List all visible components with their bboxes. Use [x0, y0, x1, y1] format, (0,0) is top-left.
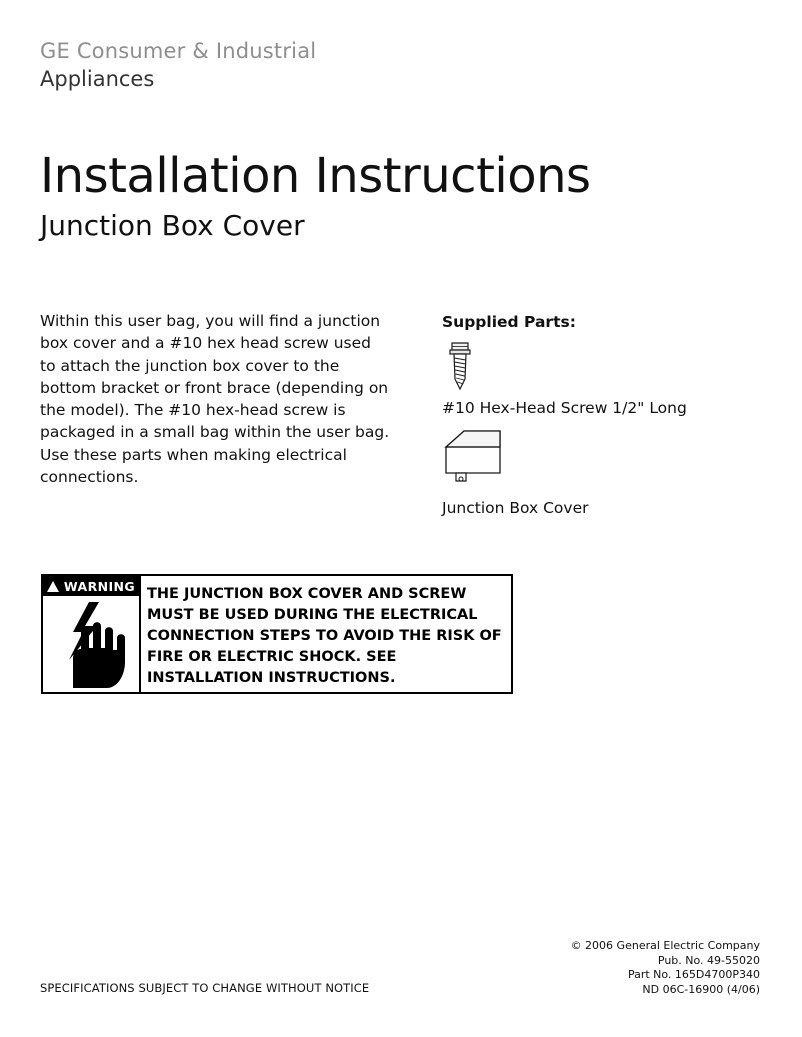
- footer-pub-no: Pub. No. 49-55020: [657, 953, 760, 967]
- warning-box: [41, 574, 513, 694]
- brand-category: Appliances: [40, 67, 155, 91]
- supplied-part-cover-caption: Junction Box Cover: [442, 499, 589, 517]
- supplied-parts-heading: Supplied Parts:: [442, 313, 576, 331]
- screw-illustration: [442, 339, 772, 397]
- supplied-part-screw: [442, 339, 772, 417]
- warning-banner: [43, 576, 139, 596]
- intro-paragraph: Within this user bag, you will find a junction box cover and a #10 hex head screw used to attach the junction box cover to the bottom bracket or front brace (depending on the model). The #10 hex-head screw is packaged in a small bag within the user bag. Use these parts when making electrical connections.: [40, 312, 390, 487]
- warning-hand-area: [43, 596, 139, 692]
- warning-text: THE JUNCTION BOX COVER AND SCREW MUST BE USED DURING THE ELECTRICAL CONNECTION STEPS TO AVOID THE RISK OF FIRE OR ELECTRIC SHOCK. SEE INSTALLATION INSTRUCTIONS.: [147, 586, 502, 686]
- footer-part-no: Part No. 165D4700P340: [627, 968, 760, 981]
- warning-symbol-panel: [43, 576, 141, 692]
- warning-label: WARNING: [63, 578, 136, 594]
- page-subtitle: Junction Box Cover: [40, 209, 305, 242]
- supplied-part-cover: [442, 429, 772, 517]
- footer-notice: SPECIFICATIONS SUBJECT TO CHANGE WITHOUT NOTICE: [40, 981, 370, 995]
- warning-triangle-icon: [47, 581, 59, 592]
- footer-publication-block: [571, 939, 760, 997]
- junction-box-cover-illustration: [442, 429, 772, 491]
- page-title: Installation Instructions: [40, 148, 591, 204]
- electric-shock-hand-icon: [43, 596, 139, 690]
- junction-box-cover-icon: [442, 429, 522, 491]
- brand-block: [40, 38, 540, 92]
- footer-copyright: © 2006 General Electric Company: [570, 939, 760, 952]
- brand-division: GE Consumer & Industrial: [40, 39, 317, 63]
- screw-icon: [442, 339, 502, 397]
- supplied-part-screw-caption: #10 Hex-Head Screw 1/2" Long: [442, 399, 687, 417]
- footer-doc-code: ND 06C-16900 (4/06): [642, 982, 760, 996]
- supplied-parts-section: [442, 313, 772, 517]
